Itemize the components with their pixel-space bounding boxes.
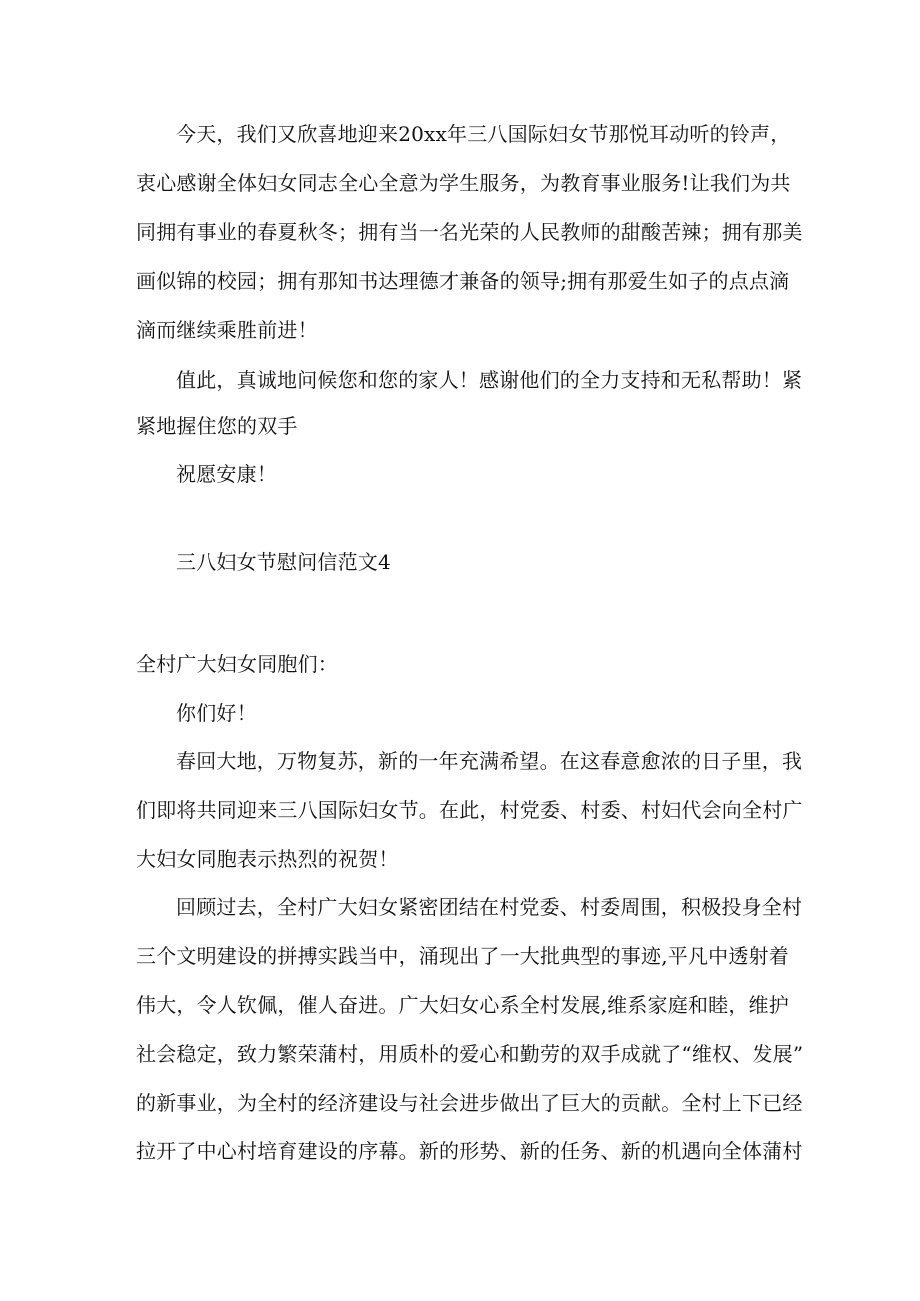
paragraph-1-line-5: 滴而继续乘胜前进！ — [136, 318, 318, 342]
greeting: 你们好！ — [176, 701, 257, 725]
paragraph-4-line-5: 的新事业，为全村的经济建设与社会进步做出了巨大的贡献。全村上下已经 — [136, 1091, 803, 1115]
paragraph-3-line-1: 春回大地，万物复苏，新的一年充满希望。在这春意愈浓的日子里，我 — [176, 749, 803, 773]
paragraph-4-line-4: 社会稳定，致力繁荣蒲村，用质朴的爱心和勤劳的双手成就了“维权、发展” — [136, 1042, 804, 1066]
paragraph-2-line-2: 紧地握住您的双手 — [136, 414, 298, 438]
paragraph-1-line-3: 同拥有事业的春夏秋冬；拥有当一名光荣的人民教师的甜酸苦辣；拥有那美 — [136, 220, 803, 244]
closing-line: 祝愿安康！ — [176, 462, 277, 486]
paragraph-1-line-1: 今天，我们又欣喜地迎来20xx年三八国际妇女节那悦耳动听的铃声， — [176, 122, 791, 146]
paragraph-1-line-2: 衷心感谢全体妇女同志全心全意为学生服务，为教育事业服务!让我们为共 — [136, 171, 791, 195]
paragraph-4-line-2: 三个文明建设的拼搏实践当中，涌现出了一大批典型的事迹,平凡中透射着 — [136, 944, 789, 968]
paragraph-4-line-6: 拉开了中心村培育建设的序幕。新的形势、新的任务、新的机遇向全体蒲村 — [136, 1139, 803, 1163]
paragraph-4-line-3: 伟大，令人钦佩，催人奋进。广大妇女心系全村发展,维系家庭和睦，维护 — [136, 993, 789, 1017]
paragraph-2-line-1: 值此，真诚地问候您和您的家人！感谢他们的全力支持和无私帮助！紧 — [176, 368, 803, 392]
paragraph-4-line-1: 回顾过去，全村广大妇女紧密团结在村党委、村委周围，积极投身全村 — [176, 895, 803, 919]
paragraph-1-line-4: 画似锦的校园；拥有那知书达理德才兼备的领导;拥有那爱生如子的点点滴 — [136, 269, 790, 293]
salutation: 全村广大妇女同胞们： — [136, 652, 338, 676]
paragraph-3-line-3: 大妇女同胞表示热烈的祝贺！ — [136, 847, 399, 871]
paragraph-3-line-2: 们即将共同迎来三八国际妇女节。在此，村党委、村委、村妇代会向全村广 — [136, 798, 803, 822]
section-title: 三八妇女节慰问信范文4 — [176, 550, 391, 574]
